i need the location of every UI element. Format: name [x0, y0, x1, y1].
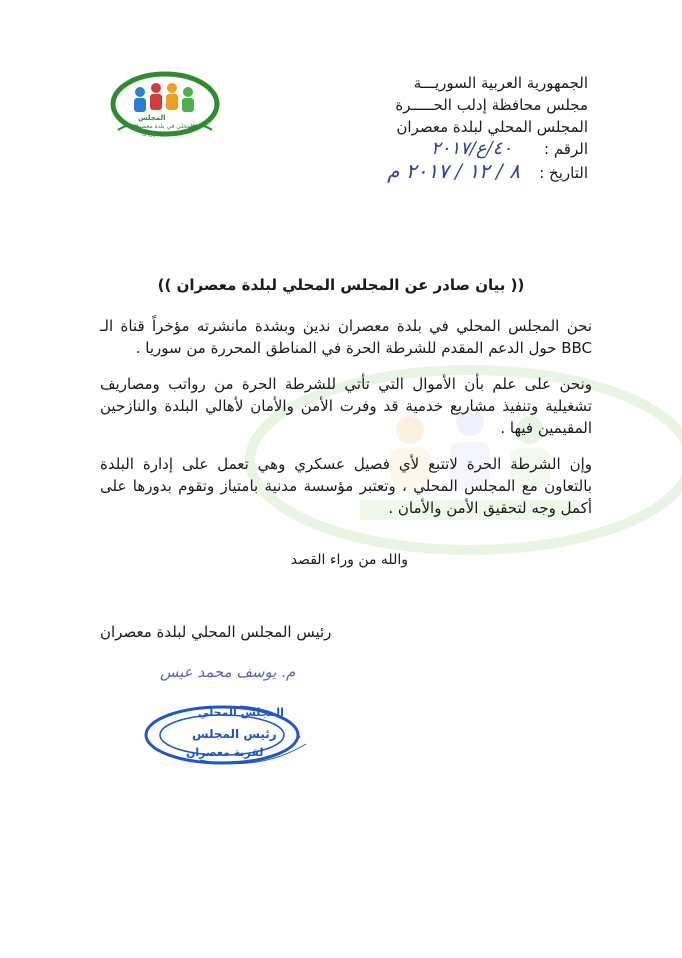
stamp-line-3: لقرية معصران	[186, 746, 264, 759]
logo-text-3: خدمتكم شرف لنا	[142, 132, 178, 138]
handwritten-signature: م. يوسف محمد عيس	[160, 663, 296, 681]
reference-number-label: الرقم :	[544, 140, 588, 158]
logo-text-1: المجلس	[138, 114, 166, 122]
reference-number-row	[328, 138, 588, 160]
letterhead	[328, 72, 588, 184]
logo-text-2: المحلي في بلدة معصران	[132, 123, 195, 130]
date-label: التاريخ :	[539, 164, 588, 182]
letterhead-governorate: مجلس محافظة إدلب الحـــــرة	[395, 96, 588, 114]
statement-body	[100, 315, 592, 533]
statement-paragraph-2: ونحن على علم بأن الأموال التي تأتي للشرطة الحرة من رواتب ومصاريف تشغيلية وتنفيذ مشاريع خدمية قد وفرت الأمن والأمان لأهالي البلدة والنازحين المقيمين فيها .	[100, 375, 592, 437]
letterhead-council: المجلس المحلي لبلدة معصران	[396, 118, 588, 136]
closing-phrase: والله من وراء القصد	[290, 552, 408, 568]
statement-paragraph-1: نحن المجلس المحلي في بلدة معصران ندين وبشدة مانشرته مؤخراً قناة الـ BBC حول الدعم المقدم للشرطة الحرة في المناطق المحررة من سوريا .	[100, 317, 592, 357]
stamp-line-2: رئيس المجلس	[192, 727, 277, 741]
council-logo	[110, 70, 220, 144]
signatory-title: رئيس المجلس المحلي لبلدة معصران	[100, 623, 332, 641]
statement-paragraph-3: وإن الشرطة الحرة لاتتبع لأي فصيل عسكري وهي تعمل على إدارة البلدة بالتعاون مع المجلس المحلي ، وتعتبر مؤسسة مدنية بامتياز وتقوم بدورها على أكمل وجه لتحقيق الأمن والأمان .	[100, 455, 592, 517]
date-row	[328, 160, 588, 184]
stamp-line-1: المجلس المحلي	[198, 706, 284, 719]
statement-title: (( بيان صادر عن المجلس المحلي لبلدة معصران ))	[157, 276, 525, 294]
official-stamp	[140, 700, 310, 770]
letterhead-country: الجمهورية العربية السوريـــة	[413, 74, 588, 92]
date-value: ٨ / ١٢ / ٢٠١٧ م	[387, 159, 520, 183]
reference-number-value: ٤٠/ع/٢٠١٧	[431, 138, 512, 159]
